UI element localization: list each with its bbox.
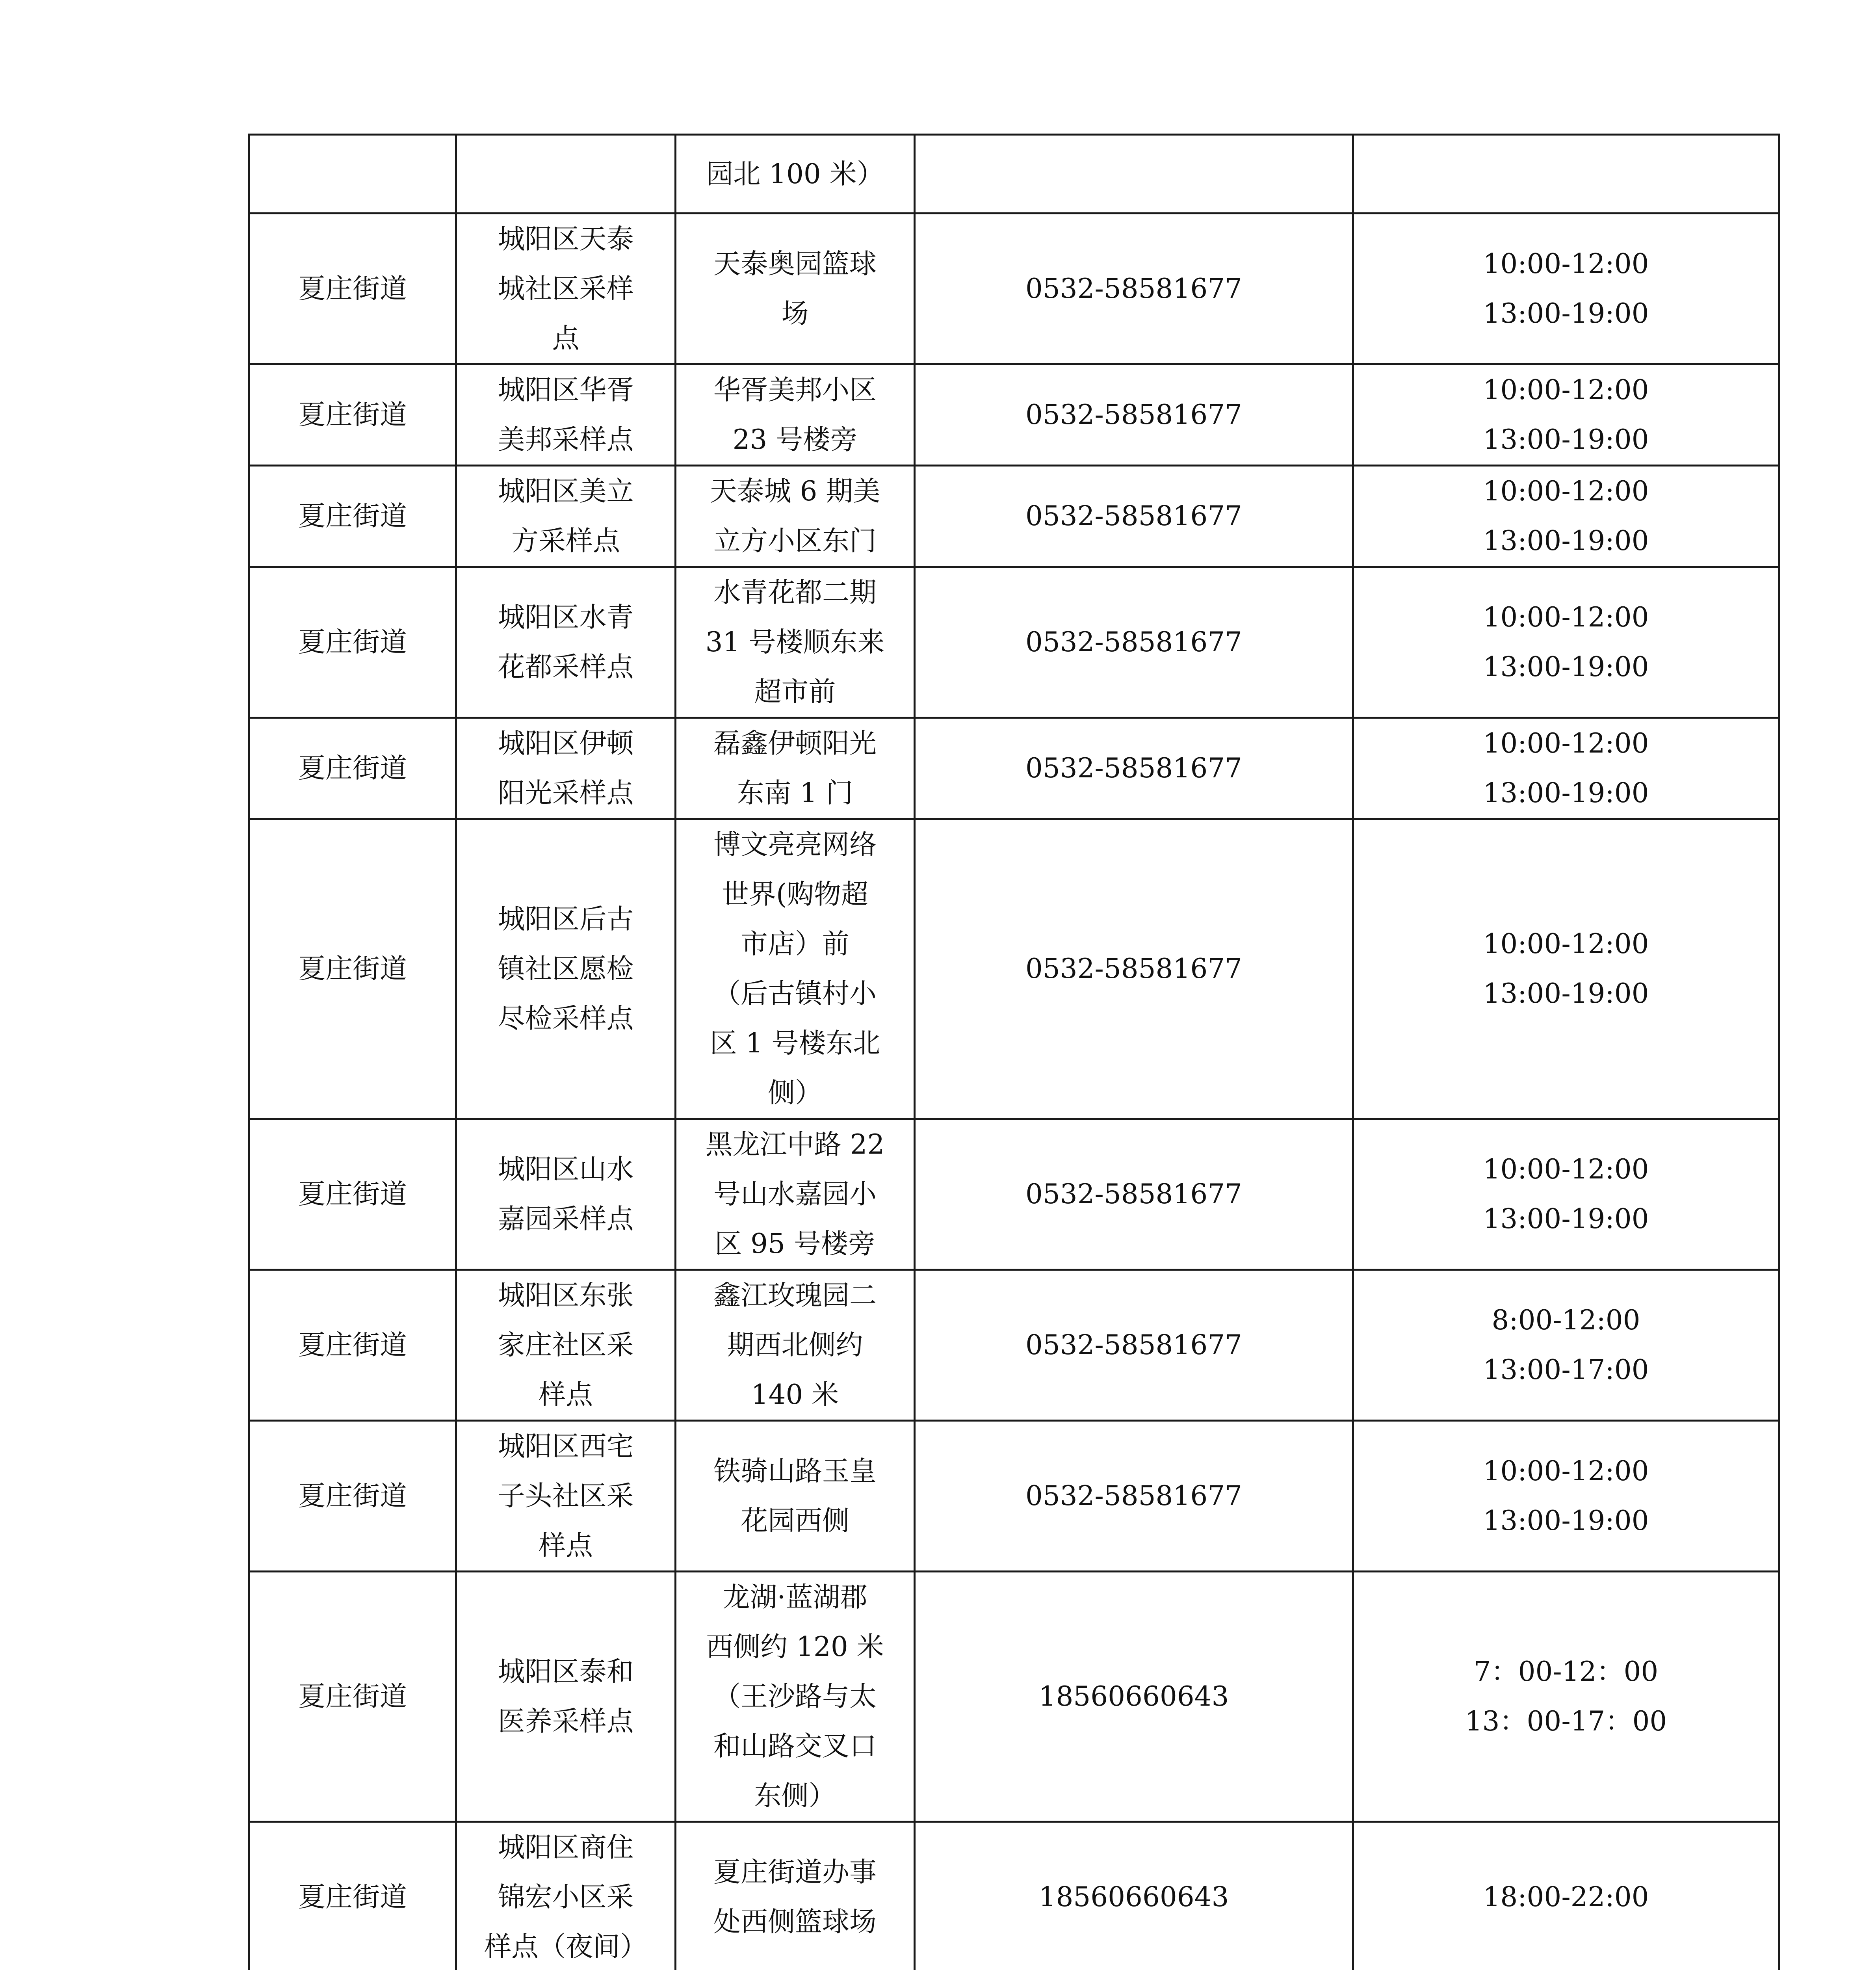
phone-cell	[915, 1270, 1353, 1421]
site-name-cell-text: 城阳区泰和 医养采样点	[498, 1656, 634, 1737]
table-row	[249, 466, 1779, 567]
phone-cell	[915, 1421, 1353, 1572]
street-cell-text: 夏庄街道	[298, 1329, 407, 1361]
phone-cell	[915, 819, 1353, 1119]
hours-cell-text: 10:00-12:00 13:00-19:00	[1483, 928, 1649, 1009]
table-row	[249, 214, 1779, 364]
hours-cell-text: 7：00-12：00 13：00-17：00	[1465, 1656, 1667, 1737]
site-name-cell	[456, 718, 676, 819]
table-row	[249, 1270, 1779, 1421]
site-name-cell-text: 城阳区山水 嘉园采样点	[498, 1154, 634, 1235]
sampling-sites-table	[248, 134, 1780, 1970]
phone-cell-text: 0532-58581677	[1025, 1329, 1243, 1361]
hours-cell	[1353, 718, 1779, 819]
site-name-cell-text: 城阳区后古 镇社区愿检 尽检采样点	[498, 903, 634, 1034]
hours-cell-text: 10:00-12:00 13:00-19:00	[1483, 602, 1649, 683]
hours-cell-text: 18:00-22:00	[1483, 1881, 1649, 1913]
address-cell-text: 龙湖·蓝湖郡 西侧约 120 米 （王沙路与太 和山路交叉口 东侧）	[706, 1582, 884, 1812]
hours-cell	[1353, 214, 1779, 364]
address-cell	[676, 1421, 915, 1572]
phone-cell-text: 0532-58581677	[1025, 1178, 1243, 1210]
phone-cell-text: 0532-58581677	[1025, 399, 1243, 431]
site-name-cell-text: 城阳区西宅 子头社区采 样点	[498, 1431, 634, 1561]
phone-cell	[915, 1822, 1353, 1970]
phone-cell	[915, 364, 1353, 466]
site-name-cell	[456, 214, 676, 364]
street-cell-text: 夏庄街道	[298, 1881, 407, 1913]
table-row	[249, 135, 1779, 214]
address-cell-text: 夏庄街道办事 处西侧篮球场	[713, 1857, 877, 1938]
address-cell-text: 天泰奥园篮球 场	[713, 248, 877, 329]
site-name-cell	[456, 819, 676, 1119]
hours-cell-text: 10:00-12:00 13:00-19:00	[1483, 248, 1649, 329]
street-cell	[249, 214, 456, 364]
address-cell	[676, 567, 915, 718]
phone-cell	[915, 466, 1353, 567]
hours-cell-text: 8:00-12:00 13:00-17:00	[1483, 1305, 1649, 1386]
street-cell	[249, 466, 456, 567]
site-name-cell-text: 城阳区伊顿 阳光采样点	[498, 728, 634, 809]
site-name-cell-text: 城阳区美立 方采样点	[498, 476, 634, 557]
site-name-cell-text: 城阳区华胥 美邦采样点	[498, 374, 634, 455]
table-row	[249, 567, 1779, 718]
address-cell-text: 黑龙江中路 22 号山水嘉园小 区 95 号楼旁	[705, 1129, 885, 1260]
site-name-cell	[456, 1270, 676, 1421]
street-cell-text: 夏庄街道	[298, 399, 407, 431]
hours-cell	[1353, 819, 1779, 1119]
address-cell	[676, 135, 915, 214]
address-cell-text: 鑫江玫瑰园二 期西北侧约 140 米	[713, 1280, 877, 1411]
address-cell-text: 磊鑫伊顿阳光 东南 1 门	[713, 728, 877, 809]
street-cell	[249, 1822, 456, 1970]
hours-cell	[1353, 1822, 1779, 1970]
street-cell-text: 夏庄街道	[298, 1480, 407, 1512]
address-cell	[676, 214, 915, 364]
table-row	[249, 1572, 1779, 1822]
table-row	[249, 819, 1779, 1119]
street-cell-text: 夏庄街道	[298, 753, 407, 784]
site-name-cell-text: 城阳区天泰 城社区采样 点	[498, 223, 634, 354]
site-name-cell	[456, 567, 676, 718]
address-cell	[676, 718, 915, 819]
street-cell-text: 夏庄街道	[298, 626, 407, 658]
phone-cell	[915, 718, 1353, 819]
street-cell-text: 夏庄街道	[298, 273, 407, 305]
street-cell	[249, 819, 456, 1119]
site-name-cell	[456, 135, 676, 214]
hours-cell	[1353, 1572, 1779, 1822]
street-cell	[249, 364, 456, 466]
table-row	[249, 1119, 1779, 1270]
phone-cell-text: 0532-58581677	[1025, 953, 1243, 985]
site-name-cell	[456, 1822, 676, 1970]
street-cell-text: 夏庄街道	[298, 953, 407, 985]
site-name-cell	[456, 1421, 676, 1572]
table-body	[249, 135, 1779, 1970]
hours-cell	[1353, 1270, 1779, 1421]
table-row	[249, 364, 1779, 466]
site-name-cell	[456, 1572, 676, 1822]
site-name-cell	[456, 364, 676, 466]
hours-cell	[1353, 364, 1779, 466]
phone-cell	[915, 214, 1353, 364]
street-cell	[249, 1421, 456, 1572]
site-name-cell	[456, 1119, 676, 1270]
address-cell-text: 博文亮亮网络 世界(购物超 市店）前 （后古镇村小 区 1 号楼东北 侧）	[710, 829, 880, 1109]
street-cell-text: 夏庄街道	[298, 500, 407, 532]
street-cell	[249, 718, 456, 819]
phone-cell-text: 0532-58581677	[1025, 1480, 1243, 1512]
phone-cell	[915, 1119, 1353, 1270]
street-cell-text: 夏庄街道	[298, 1681, 407, 1712]
address-cell	[676, 1270, 915, 1421]
phone-cell-text: 0532-58581677	[1025, 500, 1243, 532]
street-cell	[249, 567, 456, 718]
phone-cell-text: 0532-58581677	[1025, 273, 1243, 305]
hours-cell	[1353, 466, 1779, 567]
address-cell-text: 铁骑山路玉皇 花园西侧	[713, 1455, 877, 1537]
address-cell-text: 水青花都二期 31 号楼顺东来 超市前	[705, 577, 885, 708]
table-row	[249, 718, 1779, 819]
street-cell	[249, 135, 456, 214]
address-cell	[676, 1119, 915, 1270]
site-name-cell-text: 城阳区水青 花都采样点	[498, 602, 634, 683]
phone-cell	[915, 567, 1353, 718]
address-cell-text: 天泰城 6 期美 立方小区东门	[710, 476, 880, 557]
phone-cell-text: 18560660643	[1038, 1881, 1229, 1913]
table-row	[249, 1421, 1779, 1572]
phone-cell-text: 0532-58581677	[1025, 753, 1243, 784]
street-cell	[249, 1119, 456, 1270]
hours-cell	[1353, 1421, 1779, 1572]
hours-cell-text: 10:00-12:00 13:00-19:00	[1483, 1455, 1649, 1537]
street-cell	[249, 1270, 456, 1421]
site-name-cell-text: 城阳区东张 家庄社区采 样点	[498, 1280, 634, 1411]
phone-cell-text: 0532-58581677	[1025, 626, 1243, 658]
hours-cell	[1353, 135, 1779, 214]
address-cell	[676, 1822, 915, 1970]
phone-cell	[915, 1572, 1353, 1822]
address-cell	[676, 466, 915, 567]
site-name-cell-text: 城阳区商住 锦宏小区采 样点（夜间）	[484, 1832, 647, 1963]
hours-cell	[1353, 1119, 1779, 1270]
address-cell	[676, 1572, 915, 1822]
hours-cell-text: 10:00-12:00 13:00-19:00	[1483, 476, 1649, 557]
street-cell	[249, 1572, 456, 1822]
table-row	[249, 1822, 1779, 1970]
phone-cell-text: 18560660643	[1038, 1681, 1229, 1712]
street-cell-text: 夏庄街道	[298, 1178, 407, 1210]
address-cell-text: 园北 100 米）	[706, 158, 884, 190]
address-cell	[676, 819, 915, 1119]
hours-cell-text: 10:00-12:00 13:00-19:00	[1483, 374, 1649, 455]
site-name-cell	[456, 466, 676, 567]
hours-cell-text: 10:00-12:00 13:00-19:00	[1483, 1154, 1649, 1235]
address-cell-text: 华胥美邦小区 23 号楼旁	[713, 374, 877, 455]
hours-cell-text: 10:00-12:00 13:00-19:00	[1483, 728, 1649, 809]
phone-cell	[915, 135, 1353, 214]
address-cell	[676, 364, 915, 466]
hours-cell	[1353, 567, 1779, 718]
